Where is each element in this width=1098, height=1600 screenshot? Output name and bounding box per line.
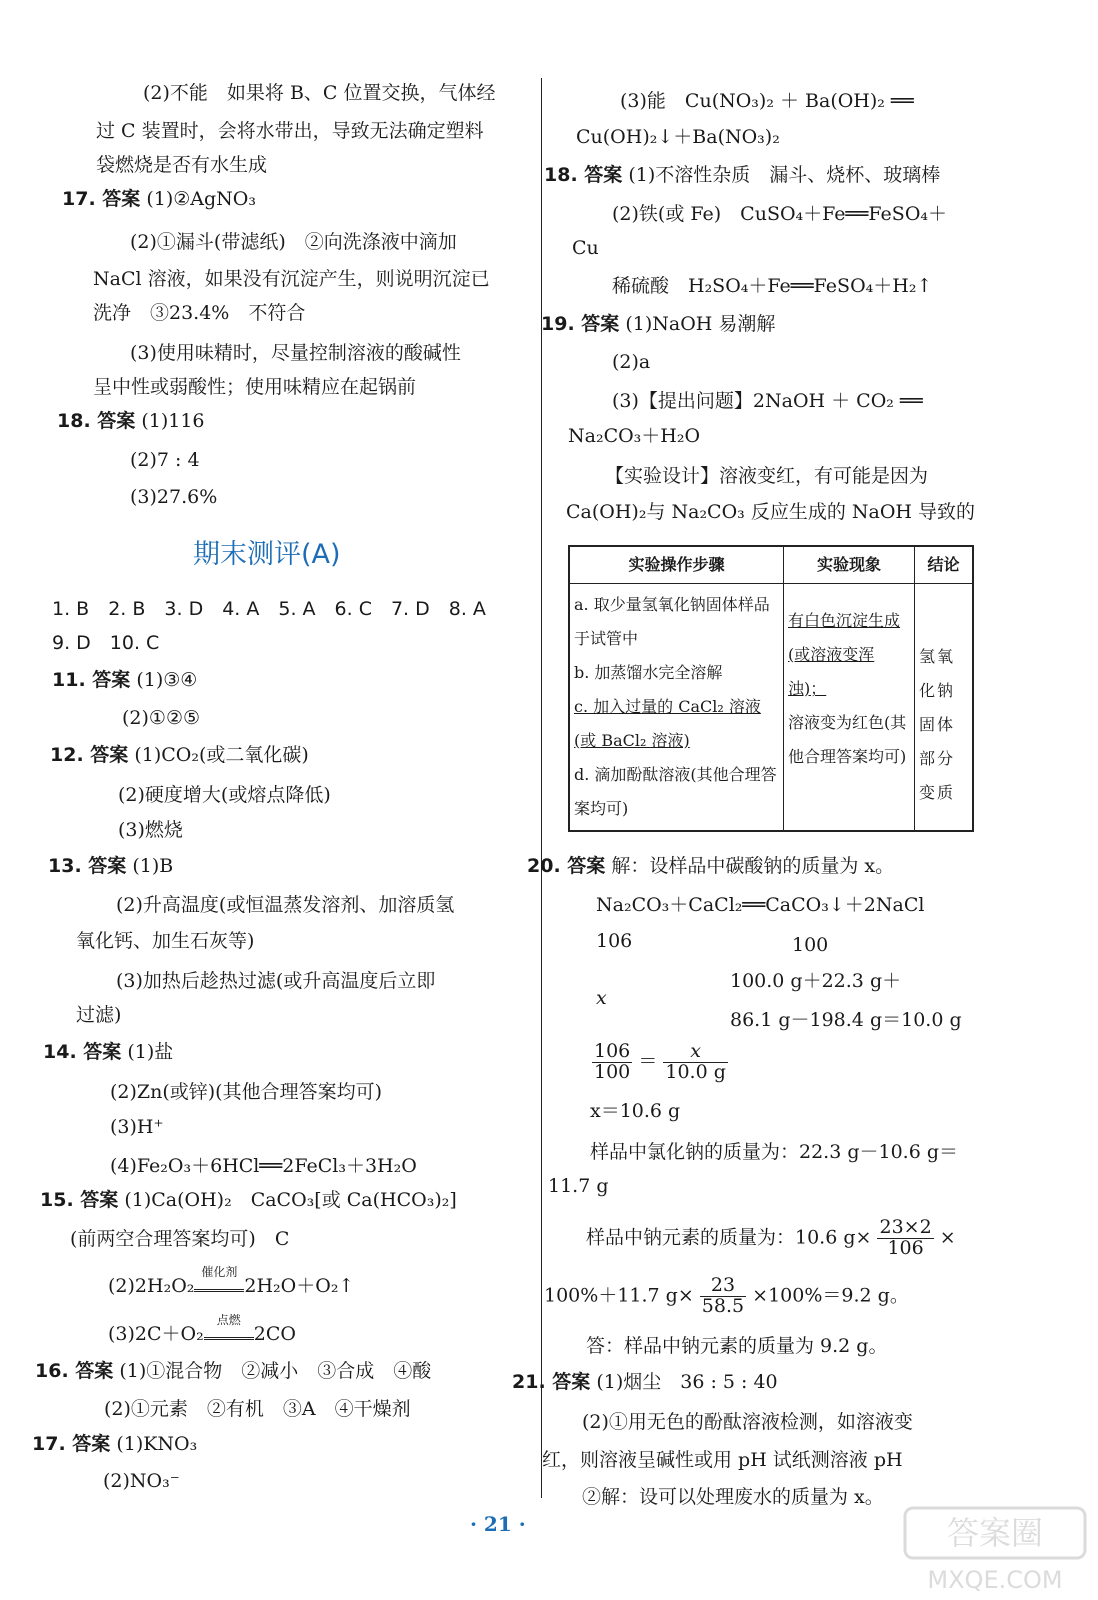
sodium-fraction-1	[877, 1218, 933, 1259]
header-steps: 实验操作步骤	[569, 546, 784, 584]
q16-part2: (2)①元素 ②有机 ③A ④干燥剂	[104, 1398, 411, 1420]
q17b-part2: (2)NO₃⁻	[103, 1470, 180, 1492]
q12-answer-line	[50, 746, 309, 765]
q14-part3: (3)H⁺	[110, 1116, 164, 1138]
experiment-table	[568, 545, 974, 832]
q18-label: 18. 答案	[57, 410, 136, 432]
reaction-condition-ignite: 点燃	[216, 1313, 241, 1327]
q21-label: 21. 答案	[512, 1371, 591, 1393]
q20-result: x＝10.6 g	[590, 1100, 681, 1122]
q18-right-part1: (1)不溶性杂质 漏斗、烧杯、玻璃棒	[628, 164, 941, 186]
mc-answers-row2: 9. D 10. C	[52, 632, 160, 654]
watermark-logo	[895, 1500, 1095, 1600]
q20-answer-line	[527, 857, 894, 876]
q15-part1-line2: (前两空合理答案均可) C	[70, 1228, 290, 1250]
q11-answer-line	[52, 671, 197, 690]
q20-nacl-line1: 样品中氯化钠的质量为：22.3 g－10.6 g＝	[590, 1141, 959, 1163]
header-phenomena: 实验现象	[784, 546, 915, 584]
q15-answer-line	[40, 1191, 457, 1210]
q20-mass-calc-line1: 100.0 g＋22.3 g＋	[730, 970, 902, 992]
phenomena-cell	[784, 584, 915, 832]
reaction-arrow-catalyst	[194, 1265, 244, 1292]
q16-part1: (1)①混合物 ②减小 ③合成 ④酸	[119, 1360, 432, 1382]
mc-answers-row1: 1. B 2. B 3. D 4. A 5. A 6. C 7. D 8. A	[52, 598, 486, 620]
q12-part1: (1)CO₂(或二氧化碳)	[134, 744, 309, 766]
q21-part1: (1)烟尘 36 : 5 : 40	[596, 1371, 778, 1393]
q18-part1: (1)116	[141, 410, 205, 432]
q19-design-line1: 【实验设计】溶液变红，有可能是因为	[605, 465, 929, 487]
q17-part3-line2: 呈中性或弱酸性；使用味精应在起锅前	[93, 376, 417, 398]
step-b: b. 加蒸馏水完全溶解	[574, 663, 723, 682]
q20-sodium-line1	[586, 1218, 956, 1259]
q14-part1: (1)盐	[127, 1041, 174, 1063]
q12-part3: (3)燃烧	[118, 819, 183, 841]
q11-part1: (1)③④	[136, 669, 198, 691]
q18-right-part2-line3: 稀硫酸 H₂SO₄＋Fe══FeSO₄＋H₂↑	[612, 275, 933, 297]
q13-part3-line1: (3)加热后趁热过滤(或升高温度后立即	[116, 970, 436, 992]
q20-intro: 解：设样品中碳酸钠的质量为 x。	[611, 855, 895, 877]
q13-part2-line1: (2)升高温度(或恒温蒸发溶剂、加溶质氢	[116, 894, 455, 916]
experiment-table-header	[569, 546, 973, 584]
sodium-times: ×	[939, 1226, 956, 1249]
ratio-right-den: 10.0 g	[665, 1060, 726, 1083]
svg-text:MXQE.COM: MXQE.COM	[927, 1566, 1063, 1594]
phenomenon-1: 有白色沉淀生成(或溶液变浑浊)；	[788, 611, 901, 698]
q19-part1: (1)NaOH 易潮解	[625, 313, 776, 335]
ratio-left-den: 100	[594, 1060, 631, 1083]
sodium-fraction-1-num: 23×2	[879, 1216, 932, 1238]
q17-part3-line1: (3)使用味精时，尽量控制溶液的酸碱性	[130, 342, 461, 364]
sodium-fraction-2-den: 58.5	[701, 1294, 745, 1317]
q17-part2-line2: NaCl 溶液，如果没有沉淀产生，则说明沉淀已	[93, 268, 490, 290]
q17-part1: (1)②AgNO₃	[146, 188, 256, 210]
q17-part2-line3: 洗净 ③23.4% 不符合	[93, 302, 306, 324]
step-d: d. 滴加酚酞溶液(其他合理答案均可)	[574, 765, 777, 818]
q19-part3-line1: (3)【提出问题】2NaOH ＋ CO₂ ══	[612, 390, 923, 412]
q17b-part1: (1)KNO₃	[116, 1433, 198, 1455]
q16-text-line2: 过 C 装置时，会将水带出，导致无法确定塑料	[96, 120, 484, 142]
q12-label: 12. 答案	[50, 744, 129, 766]
experiment-table-row	[569, 584, 973, 832]
ratio-left-num: 106	[594, 1040, 631, 1062]
header-conclusion: 结论	[915, 546, 974, 584]
q15-part3	[108, 1313, 296, 1345]
q20-sodium-line2	[544, 1276, 909, 1317]
svg-text:答案圈: 答案圈	[946, 1514, 1044, 1552]
q13-part3-line2: 过滤)	[76, 1004, 122, 1026]
q19-answer-line	[541, 315, 775, 334]
ratio-right-num: x	[663, 1042, 728, 1063]
q19-design-line2: Ca(OH)₂与 Na₂CO₃ 反应生成的 NaOH 导致的	[566, 501, 976, 523]
q21-answer-line	[512, 1373, 778, 1392]
q13-part1: (1)B	[132, 855, 174, 877]
sodium-calc-result: ×100%＝9.2 g。	[752, 1284, 909, 1307]
q21-part2-line3: ②解：设可以处理废水的质量为 x。	[582, 1486, 884, 1508]
q19-part3-line2: Na₂CO₃＋H₂O	[568, 425, 701, 447]
q11-label: 11. 答案	[52, 669, 131, 691]
column-divider	[541, 78, 542, 1498]
step-a: a. 取少量氢氧化钠固体样品于试管中	[574, 595, 770, 648]
q17-answer-line	[62, 190, 256, 209]
phenomenon-2: 溶液变为红色(其他合理答案均可)	[788, 713, 907, 766]
q14-part2: (2)Zn(或锌)(其他合理答案均可)	[110, 1081, 383, 1103]
q14-part4: (4)Fe₂O₃＋6HCl══2FeCl₃＋3H₂O	[110, 1155, 417, 1177]
q17-right-part3-line2: Cu(OH)₂↓＋Ba(NO₃)₂	[576, 126, 780, 148]
q15-part1-line1: (1)Ca(OH)₂ CaCO₃[或 Ca(HCO₃)₂]	[124, 1189, 457, 1211]
q21-part2-line2: 红，则溶液呈碱性或用 pH 试纸测溶液 pH	[542, 1449, 903, 1471]
q18-right-part2-line1: (2)铁(或 Fe) CuSO₄＋Fe══FeSO₄＋	[612, 203, 948, 225]
q11-part2: (2)①②⑤	[122, 707, 201, 729]
q13-part2-line2: 氧化钙、加生石灰等)	[76, 930, 255, 952]
q20-final-answer: 答：样品中钠元素的质量为 9.2 g。	[586, 1335, 888, 1357]
q17-right-part3-line1: (3)能 Cu(NO₃)₂ ＋ Ba(OH)₂ ══	[620, 90, 914, 112]
q19-label: 19. 答案	[541, 313, 620, 335]
sodium-fraction-1-den: 106	[887, 1236, 924, 1259]
q18-part2: (2)7 : 4	[130, 449, 200, 471]
ratio-right-fraction	[663, 1042, 728, 1083]
q18-right-part2-line2: Cu	[572, 237, 599, 259]
sodium-calc-mid: 100%＋11.7 g×	[544, 1284, 694, 1307]
q20-mass-caco3: 100	[792, 934, 829, 956]
section-title: 期末测评(A)	[193, 539, 341, 570]
q15-part2-left: (2)2H₂O₂	[108, 1275, 195, 1297]
q20-unknown-x: x	[596, 987, 607, 1009]
q15-part2	[108, 1265, 355, 1297]
q15-part2-right: 2H₂O＋O₂↑	[244, 1275, 355, 1297]
q15-part3-left: (3)2C＋O₂	[108, 1323, 204, 1345]
reaction-arrow-ignite	[204, 1313, 254, 1340]
q14-answer-line	[43, 1043, 173, 1062]
ratio-left-fraction	[592, 1042, 632, 1083]
q20-nacl-line2: 11.7 g	[548, 1175, 609, 1197]
q15-part3-right: 2CO	[253, 1323, 296, 1345]
q20-equation: Na₂CO₃＋CaCl₂══CaCO₃↓＋2NaCl	[596, 894, 925, 916]
q13-label: 13. 答案	[48, 855, 127, 877]
q16-text-line3: 袋燃烧是否有水生成	[96, 154, 268, 176]
q17b-label: 17. 答案	[32, 1433, 111, 1455]
q20-ratio	[592, 1042, 728, 1083]
q16-label: 16. 答案	[35, 1360, 114, 1382]
ratio-equals: ＝	[638, 1050, 658, 1073]
q17b-answer-line	[32, 1435, 197, 1454]
q20-label: 20. 答案	[527, 855, 606, 877]
q16-answer-line	[35, 1362, 431, 1381]
q15-label: 15. 答案	[40, 1189, 119, 1211]
q20-mass-calc-line2: 86.1 g－198.4 g＝10.0 g	[730, 1009, 962, 1031]
q17-label: 17. 答案	[62, 188, 141, 210]
step-c: c. 加入过量的 CaCl₂ 溶液(或 BaCl₂ 溶液)	[574, 697, 761, 750]
q18-right-label: 18. 答案	[544, 164, 623, 186]
q21-part2-line1: (2)①用无色的酚酞溶液检测，如溶液变	[582, 1411, 913, 1433]
q18-right-answer-line	[544, 166, 940, 185]
q13-answer-line	[48, 857, 173, 876]
q19-part2: (2)a	[612, 351, 651, 373]
sodium-calc-prefix: 样品中钠元素的质量为：10.6 g×	[586, 1226, 872, 1249]
sodium-fraction-2	[700, 1276, 746, 1317]
sodium-fraction-2-num: 23	[700, 1276, 746, 1297]
q18-part3: (3)27.6%	[130, 486, 218, 508]
q12-part2: (2)硬度增大(或熔点降低)	[118, 784, 331, 806]
reaction-condition-catalyst: 催化剂	[201, 1265, 238, 1279]
q18-answer-line	[57, 412, 205, 431]
steps-cell	[569, 584, 784, 832]
conclusion-cell: 氢氧化钠固体部分变质	[915, 584, 974, 832]
q20-mass-na2co3: 106	[596, 930, 633, 952]
q17-part2-line1: (2)①漏斗(带滤纸) ②向洗涤液中滴加	[130, 231, 457, 253]
q14-label: 14. 答案	[43, 1041, 122, 1063]
q16-text-line1: (2)不能 如果将 B、C 位置交换，气体经	[143, 82, 496, 104]
page-number: · 21 ·	[470, 1512, 526, 1536]
